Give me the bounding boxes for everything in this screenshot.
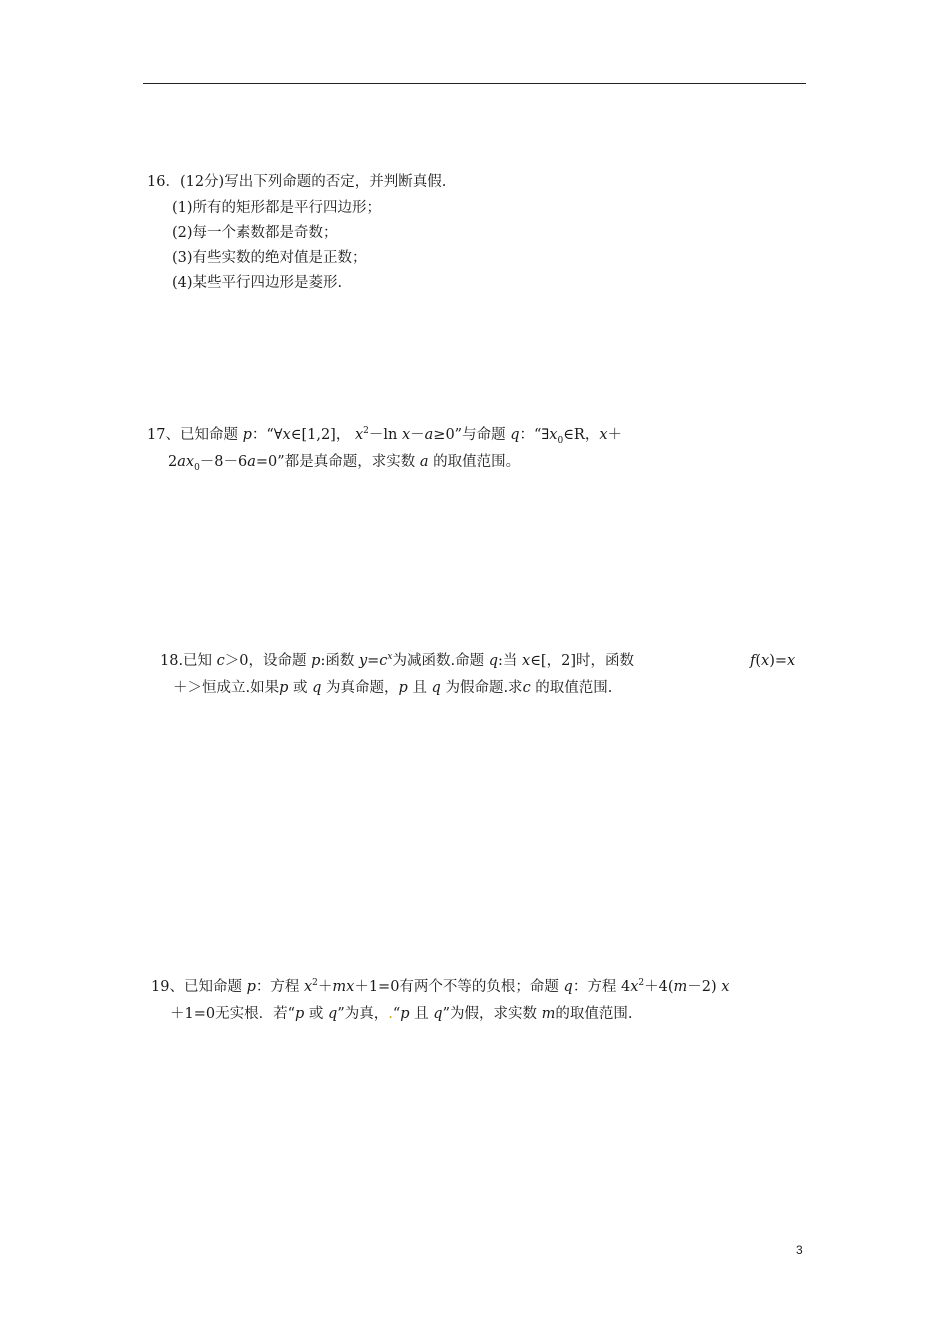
q16-item-4: (4)某些平行四边形是菱形. bbox=[172, 275, 343, 291]
header-rule bbox=[143, 83, 806, 84]
q19-line-2: ＋1=0无实根．若“p 或 q”为真，.“p 且 q”为假，求实数 m的取值范围. bbox=[170, 1006, 633, 1022]
page-number: 3 bbox=[796, 1243, 803, 1257]
q18-function-expr: f(x)=x bbox=[750, 653, 796, 669]
q17-line-1: 17、已知命题 p：“∀x∈[1,2]， $x^2-\ln$ x－a≥0”与命题 q：“$\exists x_0\in R$，x＋ bbox=[147, 426, 623, 446]
q19-line-1: 19、已知命题 p：方程 $x^2+mx+1=0$有两个不等的负根；命题 q：方程 $4x^2+4(m-2)$ x bbox=[151, 978, 730, 995]
q18-line-1a: 18.已知 c＞0，设命题 p:函数 $y=c^x$为减函数.命题 q:当 x∈[，2]时，函数 bbox=[160, 652, 634, 669]
q16-item-3: (3)有些实数的绝对值是正数； bbox=[172, 250, 367, 266]
q19-stray-mark: . bbox=[388, 1006, 393, 1022]
q16-title: 16．(12分)写出下列命题的否定，并判断真假. bbox=[147, 174, 447, 190]
q17-line-2: $2ax_0-8-6a=0$”都是真命题，求实数 a 的取值范围。 bbox=[168, 454, 521, 473]
q16-item-1: (1)所有的矩形都是平行四边形； bbox=[172, 200, 382, 216]
q18-line-2: ＋＞恒成立.如果p 或 q 为真命题，p 且 q 为假命题.求c 的取值范围. bbox=[173, 680, 613, 696]
q16-item-2: (2)每一个素数都是奇数； bbox=[172, 225, 338, 241]
